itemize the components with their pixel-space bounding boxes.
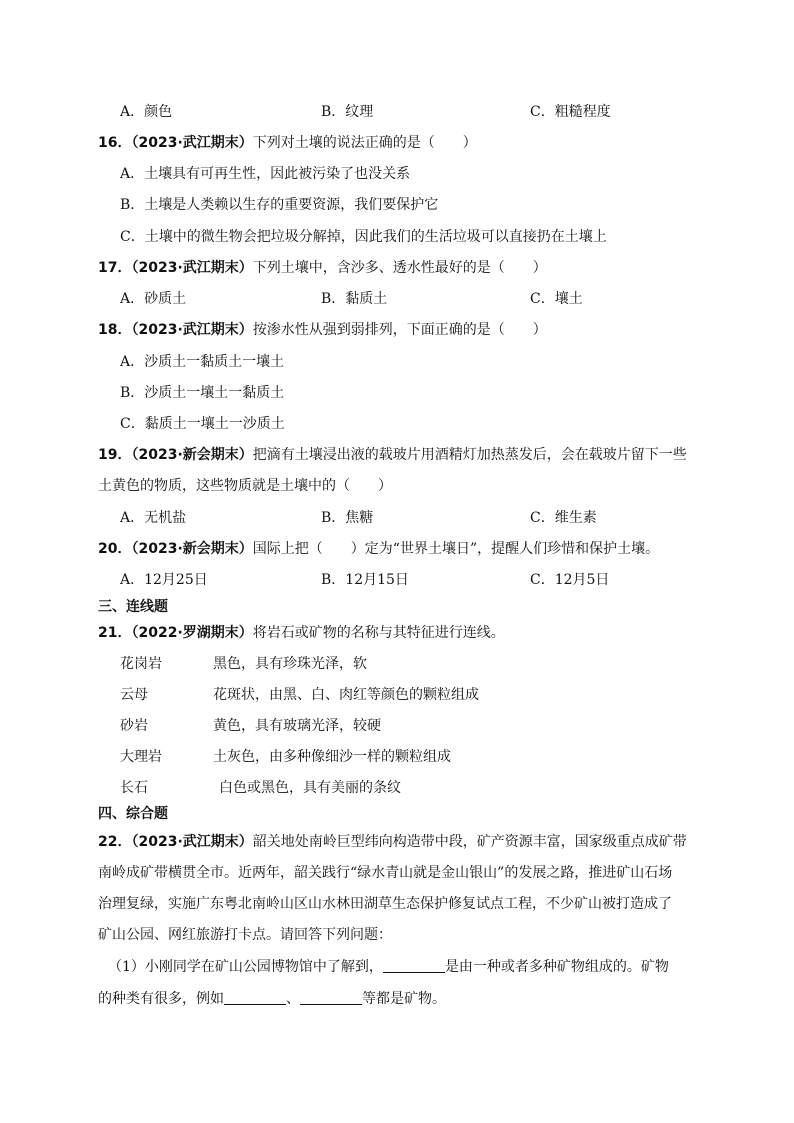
q22-sub1-line-1 <box>108 957 669 977</box>
q19-stem-line <box>98 445 687 465</box>
q18-stem: 按渗水性从强到弱排列，下面正确的是（ ） <box>252 322 547 338</box>
q22-sub1-text-a: （1）小刚同学在矿山公园博物馆中了解到， <box>108 959 383 975</box>
q17-option-c[interactable]: C．壤土 <box>530 291 583 307</box>
q16-option-b[interactable]: B．土壤是人类赖以生存的重要资源，我们要保护它 <box>120 197 439 213</box>
q16-stem: 下列对土壤的说法正确的是（ ） <box>252 135 477 151</box>
q21-stem-line <box>98 623 505 643</box>
q19-option-a[interactable]: A．无机盐 <box>120 510 187 526</box>
q19-option-c[interactable]: C．维生素 <box>530 510 597 526</box>
q22-number: 22． <box>98 834 132 850</box>
q17-source: （2023·武江期末） <box>131 260 253 276</box>
q15-option-b[interactable]: B．纹理 <box>321 104 374 120</box>
answer-blank-2[interactable] <box>224 990 286 1005</box>
q17-stem-line <box>98 258 547 278</box>
q21-right-item-5[interactable]: 白色或黑色，具有美丽的条纹 <box>219 780 401 796</box>
q20-source: （2023·新会期末） <box>131 541 253 557</box>
q21-left-item-mica[interactable]: 云母 <box>120 687 148 703</box>
q19-option-b[interactable]: B．焦糖 <box>321 510 374 526</box>
q22-sub1-text-c: 的种类有很多，例如 <box>98 991 224 1007</box>
q18-option-a[interactable]: A．沙质土一黏质土一壤土 <box>120 354 285 370</box>
q19-stem-line-2: 土黄色的物质，这些物质就是土壤中的（ ） <box>98 478 392 494</box>
q21-number: 21． <box>98 625 132 641</box>
q21-right-item-4[interactable]: 土灰色，由多种像细沙一样的颗粒组成 <box>213 749 451 765</box>
q22-sub1-text-e: 等都是矿物。 <box>362 991 446 1007</box>
q22-source: （2023·武江期末） <box>131 834 253 850</box>
q20-stem: 国际上把（ ）定为“世界土壤日”，提醒人们珍惜和保护土壤。 <box>252 541 660 557</box>
q22-sub1-text-d: 、 <box>286 991 300 1007</box>
q19-source: （2023·新会期末） <box>131 447 253 463</box>
q21-left-item-granite[interactable]: 花岗岩 <box>120 656 162 672</box>
q21-left-item-sandstone[interactable]: 砂岩 <box>120 718 148 734</box>
q18-number: 18． <box>98 322 132 338</box>
q15-option-c[interactable]: C．粗糙程度 <box>530 104 611 120</box>
q20-stem-line <box>98 539 659 559</box>
q18-option-b[interactable]: B．沙质土一壤土一黏质土 <box>120 385 285 401</box>
q16-option-a[interactable]: A．土壤具有可再生性，因此被污染了也没关系 <box>120 166 411 182</box>
q18-option-c[interactable]: C．黏质土一壤土一沙质土 <box>120 416 285 432</box>
q22-text-1: 韶关地处南岭巨型纬向构造带中段，矿产资源丰富，国家级重点成矿带 <box>252 834 687 850</box>
answer-blank-1[interactable] <box>383 958 445 973</box>
q21-left-item-marble[interactable]: 大理岩 <box>120 749 162 765</box>
q21-left-item-feldspar[interactable]: 长石 <box>120 780 148 796</box>
section-4-heading: 四、综合题 <box>98 806 168 822</box>
q18-source: （2023·武江期末） <box>131 322 253 338</box>
q20-number: 20． <box>98 541 132 557</box>
q19-number: 19． <box>98 447 132 463</box>
q15-option-a[interactable]: A．颜色 <box>120 104 173 120</box>
q17-number: 17． <box>98 260 132 276</box>
q16-number: 16． <box>98 135 132 151</box>
q21-source: （2022·罗湖期末） <box>131 625 253 641</box>
q22-stem-line-4: 矿山公园、网红旅游打卡点。请回答下列问题： <box>98 927 392 943</box>
q21-stem: 将岩石或矿物的名称与其特征进行连线。 <box>252 625 505 641</box>
q16-option-c[interactable]: C．土壤中的微生物会把垃圾分解掉，因此我们的生活垃圾可以直接扔在土壤上 <box>120 229 607 245</box>
q21-right-item-1[interactable]: 黑色，具有珍珠光泽，软 <box>213 656 367 672</box>
q20-option-a[interactable]: A．12月25日 <box>120 572 208 588</box>
q20-option-c[interactable]: C．12月5日 <box>530 572 610 588</box>
q19-stem: 把滴有土壤浸出液的载玻片用酒精灯加热蒸发后，会在载玻片留下一些 <box>252 447 687 463</box>
q21-right-item-3[interactable]: 黄色，具有玻璃光泽，较硬 <box>213 718 381 734</box>
q22-sub1-line-2 <box>98 989 446 1009</box>
q22-stem-line-3: 治理复绿，实施广东粤北南岭山区山水林田湖草生态保护修复试点工程，不少矿山被打造成了 <box>98 896 672 912</box>
q21-right-item-2[interactable]: 花斑状，由黑、白、肉红等颜色的颗粒组成 <box>213 687 479 703</box>
section-3-heading: 三、连线题 <box>98 599 168 615</box>
q16-source: （2023·武江期末） <box>131 135 253 151</box>
q22-stem-line-1 <box>98 832 687 852</box>
q17-stem: 下列土壤中，含沙多、透水性最好的是（ ） <box>252 260 547 276</box>
q18-stem-line <box>98 320 547 340</box>
q16-stem-line <box>98 133 477 153</box>
q20-option-b[interactable]: B．12月15日 <box>321 572 409 588</box>
q22-sub1-text-b: 是由一种或者多种矿物组成的。矿物 <box>444 959 669 975</box>
q17-option-a[interactable]: A．砂质土 <box>120 291 187 307</box>
answer-blank-3[interactable] <box>300 990 362 1005</box>
q22-stem-line-2: 南岭成矿带横贯全市。近两年，韶关践行“绿水青山就是金山银山”的发展之路，推进矿山石场 <box>98 865 673 881</box>
q17-option-b[interactable]: B．黏质土 <box>321 291 388 307</box>
